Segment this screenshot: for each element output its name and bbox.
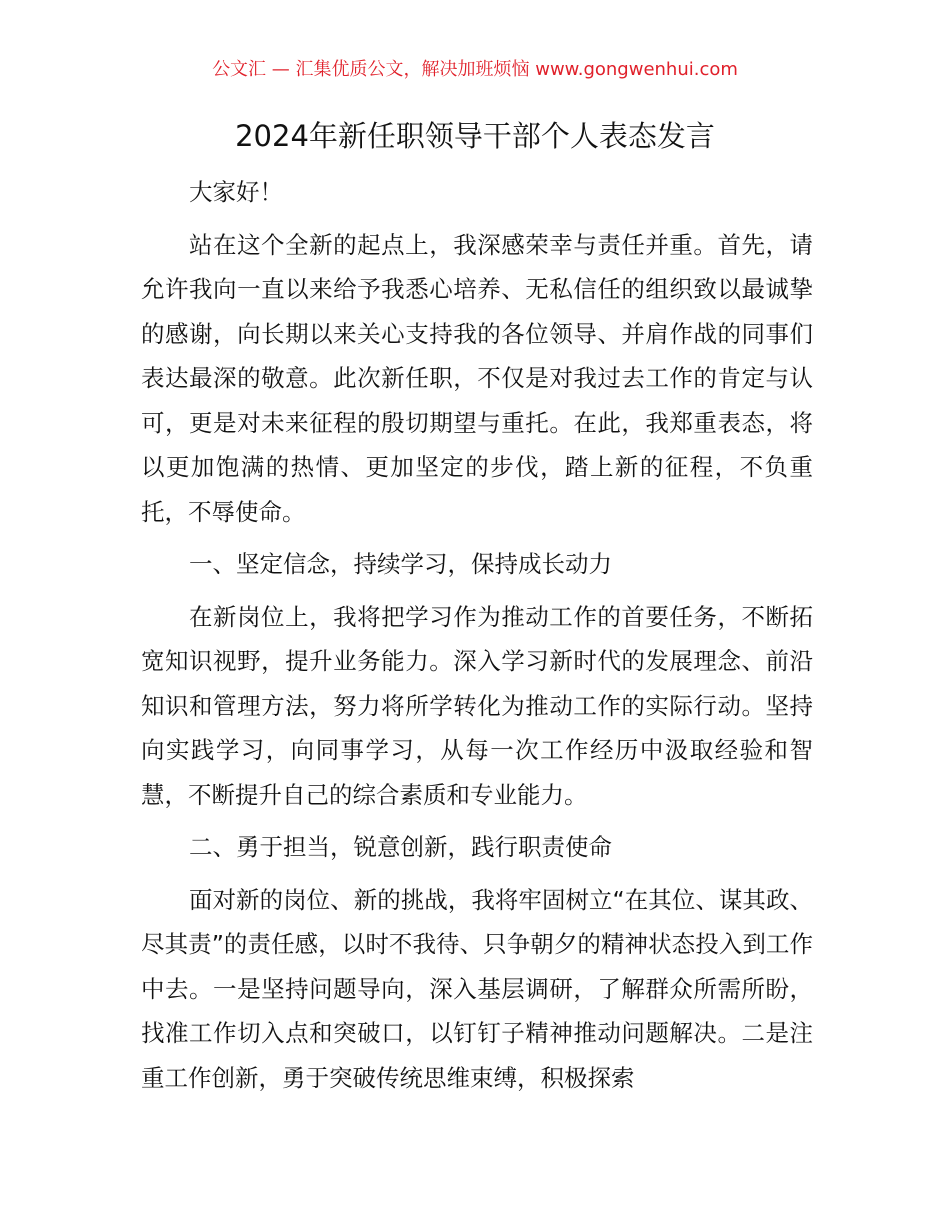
- greeting: 大家好！: [189, 178, 283, 206]
- section-heading-1: 一、坚定信念，持续学习，保持成长动力: [189, 550, 612, 578]
- section-heading-2: 二、勇于担当，锐意创新，践行职责使命: [189, 833, 612, 861]
- intro-paragraph: 站在这个全新的起点上，我深感荣幸与责任并重。首先，请允许我向一直以来给予我悉心培养、无私信任的组织致以最诚挚的感谢，向长期以来关心支持我的各位领导、并肩作战的同事们表达最深的敬意。此次新任职，不仅是对我过去工作的肯定与认可，更是对未来征程的殷切期望与重托。在此，我郑重表态，将以更加饱满的热情、更加坚定的步伐，踏上新的征程，不负重托，不辱使命。: [141, 230, 813, 526]
- section-2-paragraph: 面对新的岗位、新的挑战，我将牢固树立“在其位、谋其政、尽其责”的责任感，以时不我待、只争朝夕的精神状态投入到工作中去。一是坚持问题导向，深入基层调研，了解群众所需所盼，找准工作切入点和突破口，以钉钉子精神推动问题解决。二是注重工作创新，勇于突破传统思维束缚，积极探索: [141, 885, 813, 1092]
- site-banner: 公文汇 — 汇集优质公文，解决加班烦恼 www.gongwenhui.com: [212, 59, 738, 80]
- document-title: 2024年新任职领导干部个人表态发言: [235, 119, 715, 153]
- section-1-paragraph: 在新岗位上，我将把学习作为推动工作的首要任务，不断拓宽知识视野，提升业务能力。深入学习新时代的发展理念、前沿知识和管理方法，努力将所学转化为推动工作的实际行动。坚持向实践学习，向同事学习，从每一次工作经历中汲取经验和智慧，不断提升自己的综合素质和专业能力。: [141, 602, 813, 809]
- document-body: [141, 170, 813, 1106]
